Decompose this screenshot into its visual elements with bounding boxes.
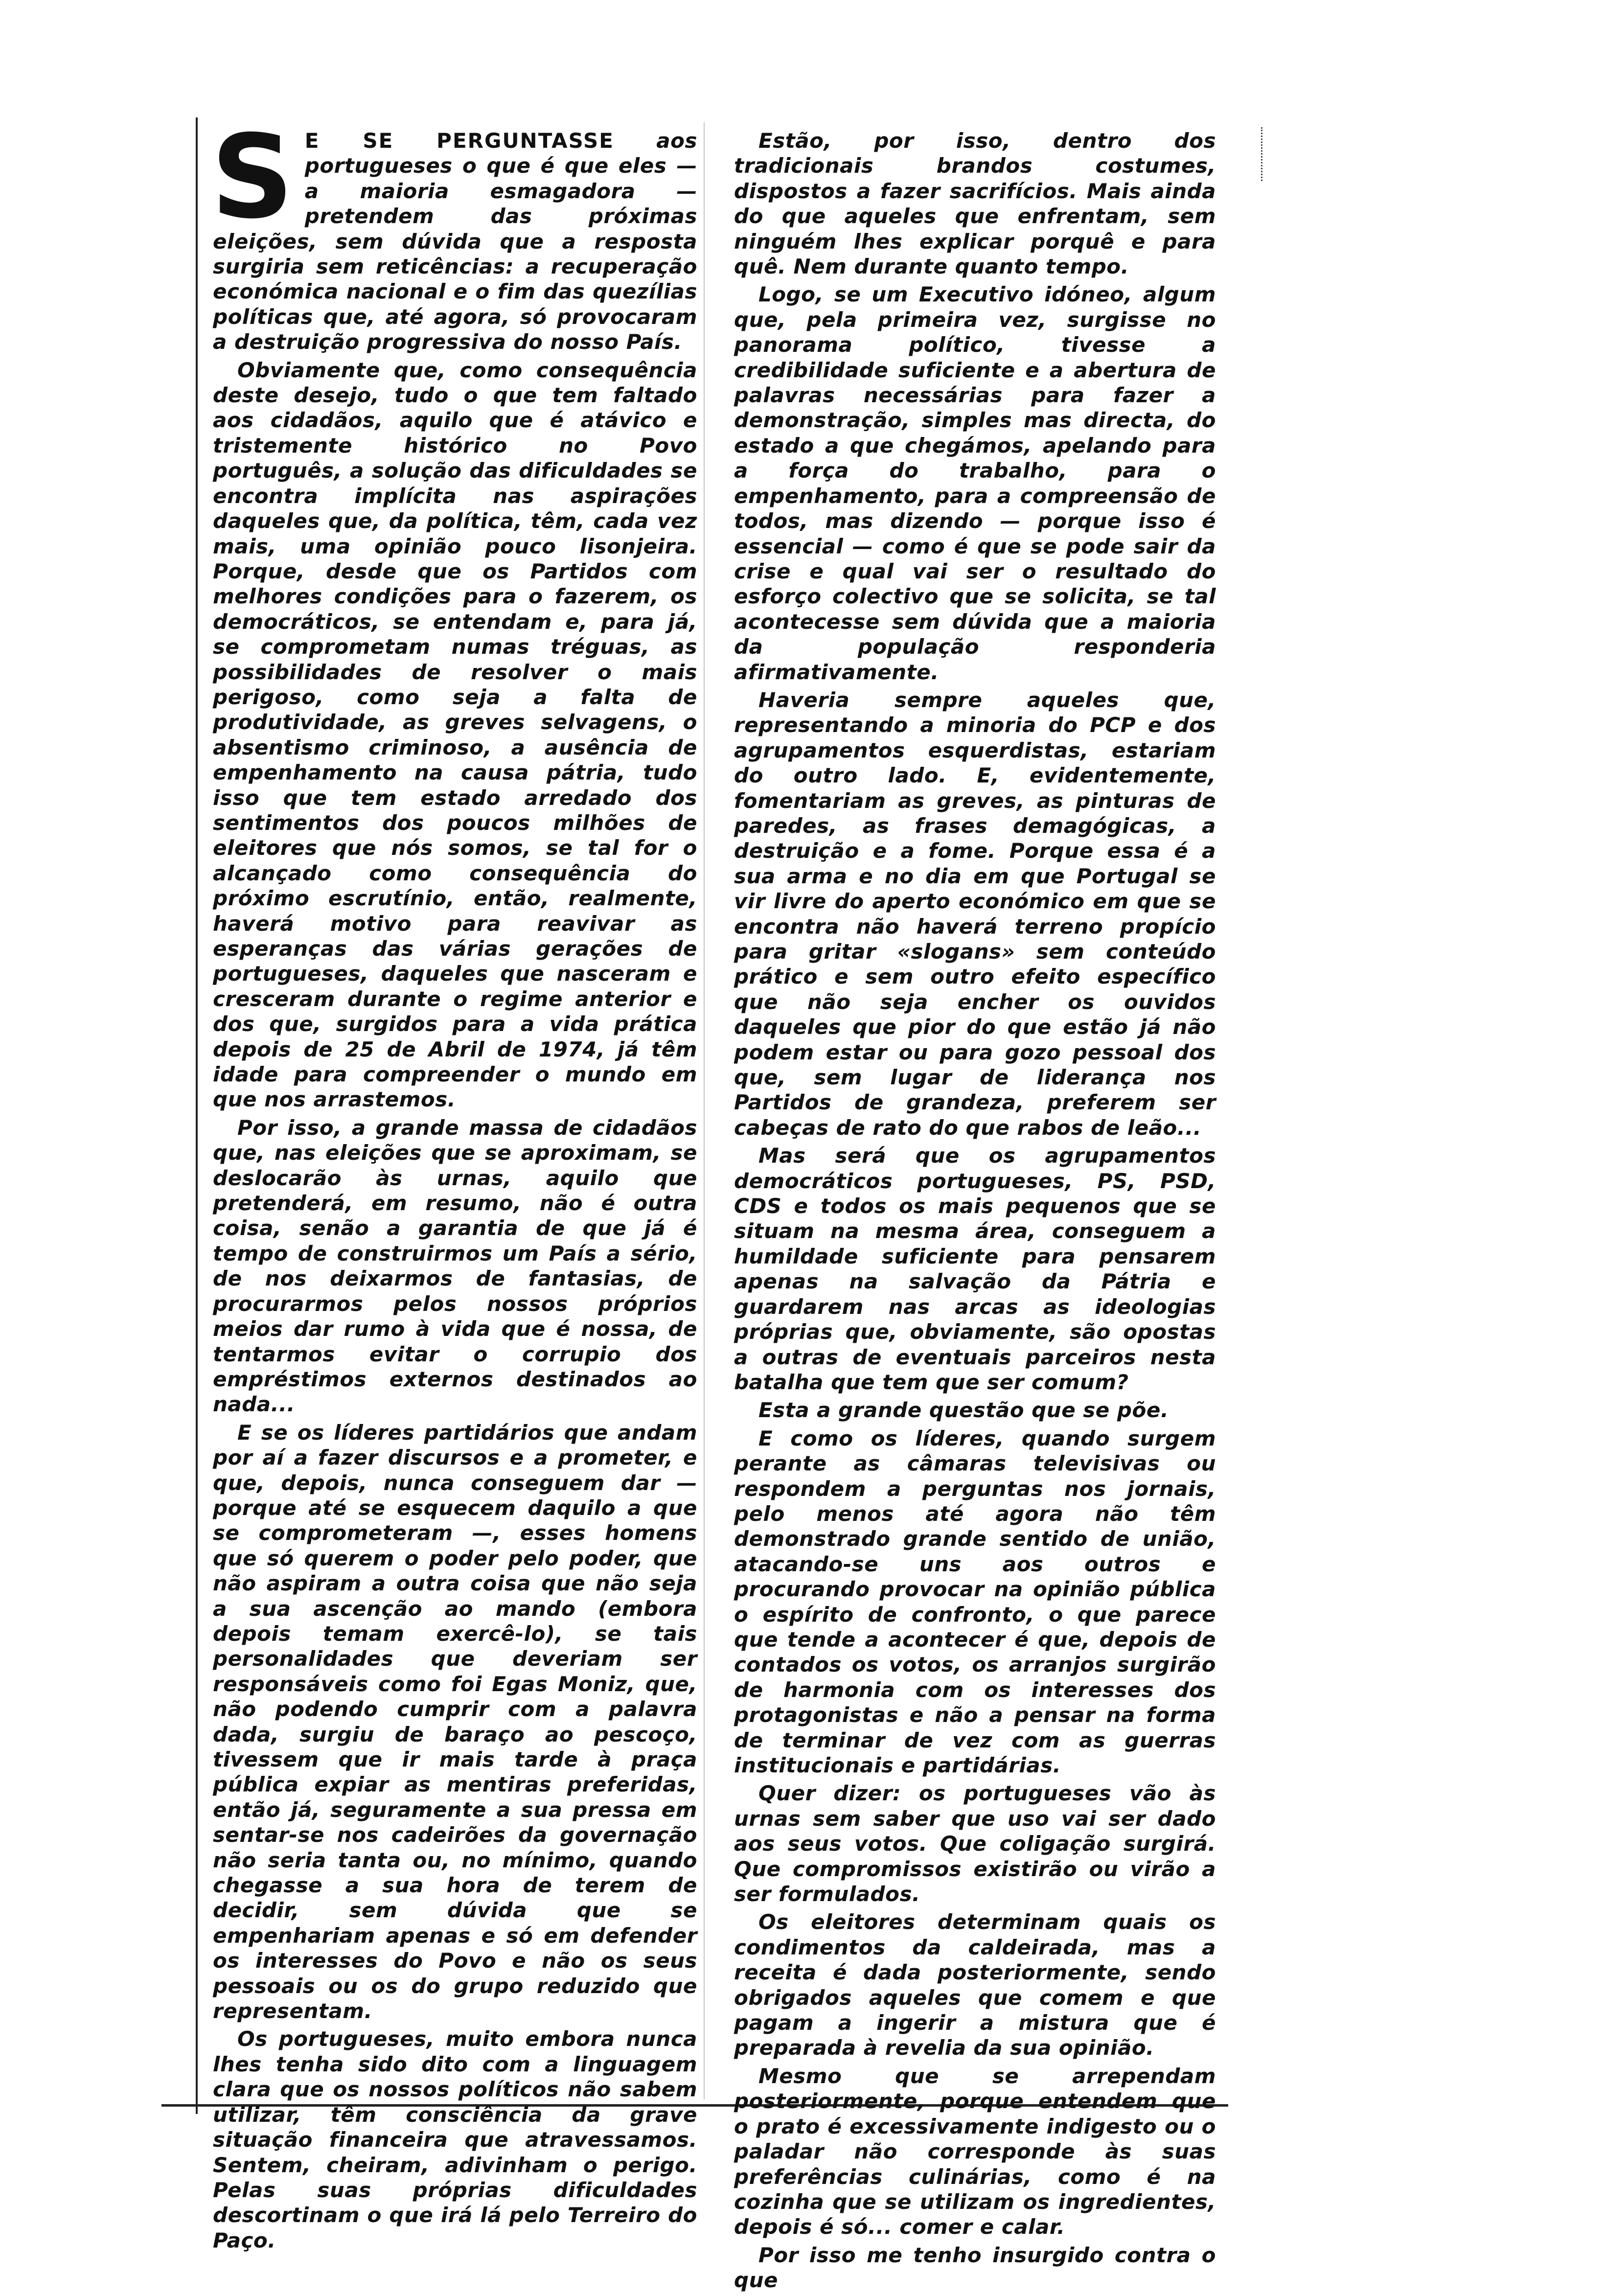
lead-in: E SE PERGUNTASSE — [304, 129, 614, 153]
right-column — [734, 128, 1216, 2296]
scan-artifact — [1258, 127, 1262, 181]
paragraph: Esta a grande questão que se põe. — [758, 1398, 1169, 1423]
paragraph: Mesmo que se arrependam posteriormente, porque entendem que o prato é excessivamente indigesto ou o paladar não corresponde às suas preferências culinárias, como é na cozinha que se utilizam os ingredientes, depois é só... comer e calar. — [734, 2064, 1216, 2239]
paragraph: Logo, se um Executivo idóneo, algum que, pela primeira vez, surgisse no panorama político, tivesse a credibilidade suficiente e a abertura de palavras necessárias para fazer a demonstração, simples mas directa, do estado a que chegámos, apelando para a força do trabalho, para o empenhamento, para a compreensão de todos, mas dizendo — porque isso é essencial — como é que se pode sair da crise e qual vai ser o resultado do esforço colectivo que se solicita, se tal acontecesse sem dúvida que a maioria da população responderia afirmativamente. — [734, 282, 1216, 684]
paragraph: Mas será que os agrupamentos democráticos portugueses, PS, PSD, CDS e todos os mais pequenos que se situam na mesma área, conseguem a humildade suficiente para pensarem apenas na salvação da Pátria e guardarem nas arcas as ideologias próprias que, obviamente, são opostas a outras de eventuais parceiros nesta batalha que tem que ser comum? — [734, 1144, 1216, 1394]
paragraph: Por isso me tenho insurgido contra o que — [734, 2243, 1216, 2293]
paragraph: Haveria sempre aqueles que, representando a minoria do PCP e dos agrupamentos esquerdistas, estariam do outro lado. E, evidentemente, fomentariam as greves, as pinturas de paredes, as frases demagógicas, a destruição e a fome. Porque essa é a sua arma e no dia em que Portugal se vir livre do aperto económico em que se encontra não haverá terreno propício para gritar «slogans» sem conteúdo prático e sem outro efeito específico que não seja encher os ouvidos daqueles que pior do que estão já não podem estar ou para gozo pessoal dos que, sem lugar de liderança nos Partidos de grandeza, preferem ser cabeças de rato do que rabos de leão... — [734, 688, 1216, 1140]
left-margin-rule — [196, 117, 198, 2114]
paragraph-text: aos portugueses o que é que eles — a maioria esmagadora — pretendem das próximas eleições, sem dúvida que a resposta surgiria sem reticências: a recuperação económica nacional e o fim das quezílias políticas que, até agora, só provocaram a destruição progressiva do nosso País. — [213, 129, 697, 354]
drop-cap: S — [211, 111, 294, 244]
opening-paragraph — [211, 111, 697, 355]
column-divider — [704, 122, 705, 2099]
paragraph: E como os líderes, quando surgem perante as câmaras televisivas ou respondem a perguntas nos jornais, pelo menos até agora não têm demonstrado grande sentido de união, atacando-se uns aos outros e procurando provocar na opinião pública o espírito de confronto, o que parece que tende a acontecer é que, depois de contados os votos, os arranjos surgirão de harmonia com os interesses dos protagonistas e não a pensar na forma de terminar de vez com as guerras institucionais e partidárias. — [734, 1426, 1216, 1777]
paragraph: Obviamente que, como consequência deste desejo, tudo o que tem faltado aos cidadãos, aquilo que é atávico e tristemente histórico no Povo português, a solução das dificuldades se encontra implícita nas aspirações daqueles que, da política, têm, cada vez mais, uma opinião pouco lisonjeira. Porque, desde que os Partidos com melhores condições para o fazerem, os democráticos, se entendam e, para já, se comprometam numas tréguas, as possibilidades de resolver o mais perigoso, como seja a falta de produtividade, as greves selvagens, o absentismo criminoso, a ausência de empenhamento na causa pátria, tudo isso que tem estado arredado dos sentimentos dos poucos milhões de eleitores que nós somos, se tal for o alcançado como consequência do próximo escrutínio, então, realmente, haverá motivo para reavivar as esperanças das várias gerações de portugueses, daqueles que nasceram e cresceram durante o regime anterior e dos que, surgidos para a vida prática depois de 25 de Abril de 1974, já têm idade para compreender o mundo em que nos arrastemos. — [213, 358, 697, 1112]
paragraph: Quer dizer: os portugueses vão às urnas sem saber que uso vai ser dado aos seus votos. Que coligação surgirá. Que compromissos existirão ou virão a ser formulados. — [734, 1781, 1216, 1906]
paragraph: Por isso, a grande massa de cidadãos que, nas eleições que se aproximam, se deslocarão às urnas, aquilo que pretenderá, em resumo, não é outra coisa, senão a garantia de que já é tempo de construirmos um País a sério, de nos deixarmos de fantasias, de procurarmos pelos nossos próprios meios dar rumo à vida que é nossa, de tentarmos evitar o corrupio dos empréstimos externos destinados ao nada... — [213, 1115, 697, 1417]
paragraph: Estão, por isso, dentro dos tradicionais brandos costumes, dispostos a fazer sacrifícios. Mais ainda do que aqueles que enfrentam, sem ninguém lhes explicar porquê e para quê. Nem durante quanto tempo. — [734, 129, 1216, 279]
paragraph: Os portugueses, muito embora nunca lhes tenha sido dito com a linguagem clara que os nossos políticos não sabem utilizar, têm consciência da grave situação financeira que atravessamos. Sentem, cheiram, adivinham o perigo. Pelas suas próprias dificuldades descortinam o que irá lá pelo Terreiro do Paço. — [213, 2027, 697, 2252]
paragraph: Os eleitores determinam quais os condimentos da caldeirada, mas a receita é dada posteriormente, sendo obrigados aqueles que comem e que pagam a ingerir a mistura que é preparada à revelia da sua opinião. — [734, 1910, 1216, 2060]
left-column — [211, 111, 697, 2256]
paragraph: E se os líderes partidários que andam por aí a fazer discursos e a prometer, e que, depois, nunca conseguem dar — porque até se esquecem daquilo a que se comprometeram —, esses homens que só querem o poder pelo poder, que não aspiram a outra coisa que não seja a sua ascenção ao mando (embora depois temam exercê-lo), se tais personalidades que deveriam ser responsáveis como foi Egas Moniz, que, não podendo cumprir com a palavra dada, surgiu de baraço ao pescoço, tivessem que ir mais tarde à praça pública expiar as mentiras preferidas, então já, seguramente a sua pressa em sentar-se nos cadeirões da governação não seria tanta ou, no mínimo, quando chegasse a sua hora de terem de decidir, sem dúvida que se empenhariam apenas e só em defender os interesses do Povo e não os seus pessoais ou os do grupo reduzido que representam. — [213, 1420, 697, 2023]
